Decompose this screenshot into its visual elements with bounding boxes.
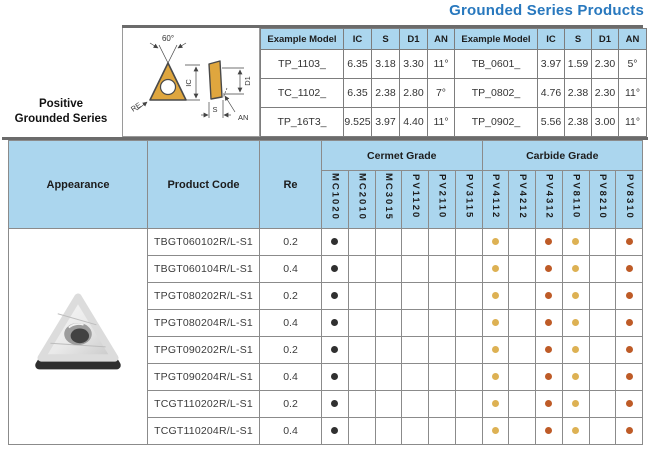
example-model-row: [261, 108, 647, 137]
grade-empty-cell: [348, 364, 375, 391]
availability-dot: [626, 400, 633, 407]
grade-availability-cell: [482, 418, 509, 445]
example-dimension-value: 11°: [428, 108, 455, 137]
example-col-header: IC: [538, 29, 565, 50]
grade-availability-cell: [322, 418, 349, 445]
example-col-header: D1: [592, 29, 619, 50]
grade-empty-cell: [375, 256, 402, 283]
re-value: 0.2: [260, 283, 322, 310]
grade-empty-cell: [589, 364, 616, 391]
grade-empty-cell: [429, 256, 456, 283]
grade-empty-cell: [509, 229, 536, 256]
grade-empty-cell: [402, 256, 429, 283]
grade-availability-cell: [536, 364, 563, 391]
grade-availability-cell: [562, 418, 589, 445]
availability-dot: [626, 373, 633, 380]
availability-dot: [626, 292, 633, 299]
grade-availability-cell: [482, 364, 509, 391]
grade-empty-cell: [429, 364, 456, 391]
grade-empty-cell: [429, 337, 456, 364]
s-label: S: [212, 105, 218, 114]
availability-dot: [331, 346, 338, 353]
cermet-grade-group-header: Cermet Grade: [322, 141, 483, 171]
grade-availability-cell: [616, 256, 643, 283]
product-row: [9, 229, 643, 256]
grade-availability-cell: [616, 391, 643, 418]
grade-col-header-label: PV2110: [436, 174, 448, 220]
grade-col-header-label: PV4212: [516, 174, 528, 220]
example-dimension-value: 2.38: [372, 79, 400, 108]
availability-dot: [492, 427, 499, 434]
availability-dot: [492, 238, 499, 245]
grade-empty-cell: [402, 283, 429, 310]
product-code: TPGT090202R/L-S1: [148, 337, 260, 364]
grade-empty-cell: [455, 418, 482, 445]
example-dimension-value: 5.56: [538, 108, 565, 137]
example-dimension-value: 6.35: [344, 50, 372, 79]
grade-availability-cell: [322, 364, 349, 391]
availability-dot: [331, 319, 338, 326]
grade-availability-cell: [562, 337, 589, 364]
availability-dot: [545, 265, 552, 272]
apex-extension-lines: [159, 45, 177, 63]
availability-dot: [545, 400, 552, 407]
re-value: 0.2: [260, 337, 322, 364]
grade-empty-cell: [589, 337, 616, 364]
angle-arrow-right: [178, 43, 186, 48]
grade-empty-cell: [402, 310, 429, 337]
example-model-row: [261, 50, 647, 79]
grade-empty-cell: [348, 229, 375, 256]
example-model-row: [261, 79, 647, 108]
example-dimension-value: 11°: [619, 79, 647, 108]
example-col-header: S: [565, 29, 592, 50]
grade-col-header-label: PV8310: [623, 174, 635, 220]
grade-availability-cell: [536, 418, 563, 445]
availability-dot: [492, 373, 499, 380]
grade-empty-cell: [509, 364, 536, 391]
availability-dot: [492, 346, 499, 353]
availability-dot: [572, 400, 579, 407]
grade-col-header-label: MC1020: [329, 173, 341, 221]
grade-empty-cell: [429, 229, 456, 256]
grade-empty-cell: [589, 229, 616, 256]
availability-dot: [626, 238, 633, 245]
series-label-line1: Positive: [38, 98, 84, 110]
grade-empty-cell: [455, 229, 482, 256]
example-col-header: AN: [619, 29, 647, 50]
grade-col-header-label: PV4112: [490, 174, 502, 220]
example-table-header-row: [261, 29, 647, 50]
grade-col-header: [322, 171, 349, 229]
grade-empty-cell: [348, 256, 375, 283]
grade-availability-cell: [482, 283, 509, 310]
example-dimension-value: 3.30: [400, 50, 428, 79]
grade-empty-cell: [589, 283, 616, 310]
example-dimension-value: 5°: [619, 50, 647, 79]
grade-empty-cell: [375, 364, 402, 391]
grade-empty-cell: [402, 229, 429, 256]
grade-availability-cell: [616, 418, 643, 445]
grade-empty-cell: [589, 418, 616, 445]
availability-dot: [331, 427, 338, 434]
insert-dimension-diagram: [122, 28, 260, 137]
grade-availability-cell: [562, 364, 589, 391]
availability-dot: [331, 373, 338, 380]
availability-dot: [626, 319, 633, 326]
product-code: TPGT080204R/L-S1: [148, 310, 260, 337]
example-dimension-value: 6.35: [344, 79, 372, 108]
grade-availability-cell: [616, 283, 643, 310]
grade-availability-cell: [322, 391, 349, 418]
grade-empty-cell: [348, 391, 375, 418]
grade-empty-cell: [429, 283, 456, 310]
grade-empty-cell: [455, 337, 482, 364]
product-code: TPGT090204R/L-S1: [148, 364, 260, 391]
grade-empty-cell: [509, 256, 536, 283]
grade-empty-cell: [429, 418, 456, 445]
availability-dot: [331, 400, 338, 407]
grade-empty-cell: [509, 310, 536, 337]
grade-availability-cell: [616, 229, 643, 256]
example-dimension-value: 4.76: [538, 79, 565, 108]
grade-col-header-label: PV3115: [463, 174, 475, 220]
grade-col-header: [589, 171, 616, 229]
re-value: 0.4: [260, 310, 322, 337]
grade-empty-cell: [589, 310, 616, 337]
example-model-name: TP_1103_: [261, 50, 344, 79]
grade-availability-cell: [562, 391, 589, 418]
grade-availability-cell: [322, 256, 349, 283]
example-model-name: TB_0601_: [455, 50, 538, 79]
hole-bore: [71, 328, 89, 343]
grade-empty-cell: [348, 337, 375, 364]
grade-empty-cell: [509, 391, 536, 418]
grade-empty-cell: [429, 310, 456, 337]
upper-section: [122, 25, 643, 137]
availability-dot: [572, 346, 579, 353]
re-value: 0.2: [260, 391, 322, 418]
example-dimension-value: 2.38: [565, 79, 592, 108]
grade-col-header: [536, 171, 563, 229]
re-col-header: Re: [260, 141, 322, 229]
grade-availability-cell: [536, 337, 563, 364]
grade-empty-cell: [509, 418, 536, 445]
grade-availability-cell: [536, 229, 563, 256]
grade-availability-cell: [482, 391, 509, 418]
grade-col-header: [616, 171, 643, 229]
example-dimension-value: 3.00: [592, 108, 619, 137]
grade-empty-cell: [509, 283, 536, 310]
page-title: Grounded Series Products: [449, 2, 644, 19]
grade-empty-cell: [455, 391, 482, 418]
availability-dot: [492, 292, 499, 299]
example-dimension-value: 2.30: [592, 50, 619, 79]
re-label: RE: [129, 100, 143, 114]
availability-dot: [572, 319, 579, 326]
grade-col-header: [402, 171, 429, 229]
example-model-table: [260, 28, 647, 137]
main-header-row-groups: [9, 141, 643, 171]
grade-availability-cell: [562, 283, 589, 310]
re-value: 0.2: [260, 229, 322, 256]
re-value: 0.4: [260, 418, 322, 445]
grade-availability-cell: [482, 310, 509, 337]
grade-col-header: [482, 171, 509, 229]
grade-availability-cell: [322, 229, 349, 256]
appearance-col-header: Appearance: [9, 141, 148, 229]
insert-photo: [32, 291, 124, 377]
example-col-header: Example Model: [455, 29, 538, 50]
availability-dot: [572, 292, 579, 299]
an-label: AN: [238, 113, 249, 122]
availability-dot: [572, 265, 579, 272]
grade-empty-cell: [348, 310, 375, 337]
grade-availability-cell: [616, 337, 643, 364]
grade-empty-cell: [589, 391, 616, 418]
grade-availability-cell: [536, 310, 563, 337]
availability-dot: [626, 427, 633, 434]
center-hole: [161, 80, 176, 95]
grade-empty-cell: [402, 364, 429, 391]
grade-availability-cell: [536, 283, 563, 310]
grade-availability-cell: [562, 310, 589, 337]
product-code-col-header: Product Code: [148, 141, 260, 229]
example-dimension-value: 3.97: [538, 50, 565, 79]
example-col-header: IC: [344, 29, 372, 50]
availability-dot: [545, 292, 552, 299]
availability-dot: [545, 238, 552, 245]
grade-availability-cell: [482, 229, 509, 256]
grade-empty-cell: [509, 337, 536, 364]
grade-col-header-label: MC2010: [356, 173, 368, 221]
grade-col-header: [429, 171, 456, 229]
grade-empty-cell: [455, 364, 482, 391]
product-code: TBGT060104R/L-S1: [148, 256, 260, 283]
example-col-header: Example Model: [261, 29, 344, 50]
grade-empty-cell: [429, 391, 456, 418]
grade-availability-cell: [616, 364, 643, 391]
angle-arrow-left: [150, 43, 158, 48]
d1-extension-ticks: [222, 68, 244, 94]
example-dimension-value: 2.30: [592, 79, 619, 108]
insert-diagram-drawing: [123, 28, 259, 135]
example-col-header: S: [372, 29, 400, 50]
grade-availability-cell: [562, 229, 589, 256]
grade-col-header-label: PV8110: [570, 174, 582, 220]
carbide-grade-group-header: Carbide Grade: [482, 141, 643, 171]
product-code: TPGT080202R/L-S1: [148, 283, 260, 310]
grade-col-header: [455, 171, 482, 229]
grade-empty-cell: [455, 256, 482, 283]
grade-col-header-label: PV1120: [409, 174, 421, 220]
d1-label: D1: [243, 76, 252, 86]
grade-empty-cell: [348, 418, 375, 445]
example-model-name: TC_1102_: [261, 79, 344, 108]
availability-dot: [572, 238, 579, 245]
grade-availability-cell: [616, 310, 643, 337]
product-code: TCGT110204R/L-S1: [148, 418, 260, 445]
grade-availability-cell: [322, 310, 349, 337]
grade-empty-cell: [375, 229, 402, 256]
grade-availability-cell: [322, 337, 349, 364]
example-col-header: AN: [428, 29, 455, 50]
example-dimension-value: 4.40: [400, 108, 428, 137]
example-dimension-value: 7°: [428, 79, 455, 108]
availability-dot: [545, 319, 552, 326]
availability-dot: [572, 373, 579, 380]
example-model-name: TP_16T3_: [261, 108, 344, 137]
availability-dot: [626, 346, 633, 353]
grade-col-header: [562, 171, 589, 229]
grade-empty-cell: [402, 337, 429, 364]
series-label: [0, 97, 122, 127]
grade-empty-cell: [455, 310, 482, 337]
grade-empty-cell: [375, 283, 402, 310]
availability-dot: [545, 346, 552, 353]
availability-dot: [492, 319, 499, 326]
example-dimension-value: 3.18: [372, 50, 400, 79]
series-label-line2: Grounded Series: [14, 112, 108, 125]
example-dimension-value: 1.59: [565, 50, 592, 79]
grade-availability-table: [8, 140, 643, 445]
availability-dot: [545, 427, 552, 434]
an-leader-arrow: [225, 96, 235, 112]
example-dimension-value: 2.80: [400, 79, 428, 108]
angle-label: 60°: [161, 34, 175, 43]
grade-col-header: [509, 171, 536, 229]
grade-empty-cell: [589, 256, 616, 283]
grade-col-header: [348, 171, 375, 229]
grade-availability-cell: [536, 256, 563, 283]
insert-sideview: [209, 61, 222, 99]
grade-empty-cell: [375, 310, 402, 337]
grade-empty-cell: [348, 283, 375, 310]
grade-col-header-label: PV4312: [543, 174, 555, 220]
availability-dot: [492, 265, 499, 272]
grade-col-header: [375, 171, 402, 229]
grade-availability-cell: [562, 256, 589, 283]
grade-availability-cell: [482, 256, 509, 283]
example-dimension-value: 2.38: [565, 108, 592, 137]
example-col-header: D1: [400, 29, 428, 50]
grade-empty-cell: [455, 283, 482, 310]
re-value: 0.4: [260, 256, 322, 283]
product-code: TCGT110202R/L-S1: [148, 391, 260, 418]
grade-empty-cell: [375, 337, 402, 364]
appearance-photo-cell: [9, 229, 148, 445]
grade-empty-cell: [402, 418, 429, 445]
grade-col-header-label: MC3015: [383, 173, 395, 221]
example-model-name: TP_0902_: [455, 108, 538, 137]
grade-availability-cell: [536, 391, 563, 418]
grade-empty-cell: [375, 391, 402, 418]
availability-dot: [331, 292, 338, 299]
example-dimension-value: 11°: [428, 50, 455, 79]
re-value: 0.4: [260, 364, 322, 391]
example-dimension-value: 11°: [619, 108, 647, 137]
availability-dot: [331, 238, 338, 245]
availability-dot: [545, 373, 552, 380]
example-dimension-value: 3.97: [372, 108, 400, 137]
grade-empty-cell: [402, 391, 429, 418]
availability-dot: [626, 265, 633, 272]
availability-dot: [331, 265, 338, 272]
availability-dot: [572, 427, 579, 434]
grade-col-header-label: PV8210: [597, 174, 609, 220]
grade-availability-cell: [322, 283, 349, 310]
product-code: TBGT060102R/L-S1: [148, 229, 260, 256]
ic-label: IC: [184, 79, 193, 87]
grade-empty-cell: [375, 418, 402, 445]
example-model-name: TP_0802_: [455, 79, 538, 108]
example-dimension-value: 9.525: [344, 108, 372, 137]
grade-availability-cell: [482, 337, 509, 364]
availability-dot: [492, 400, 499, 407]
